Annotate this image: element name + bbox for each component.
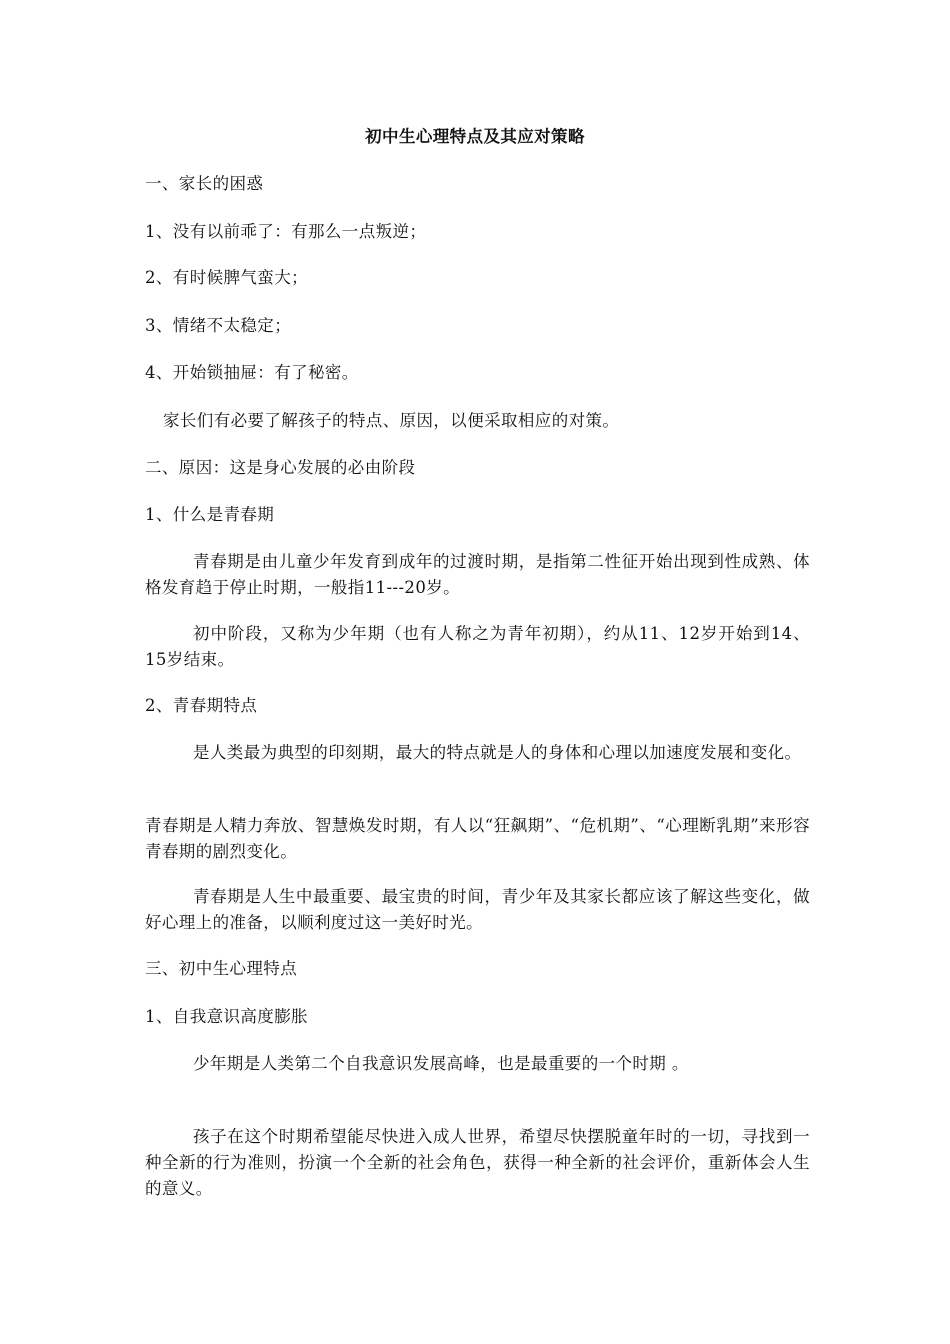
- section-heading-2: 二、原因：这是身心发展的必由阶段: [145, 458, 416, 477]
- subsection-heading-2-1: 1、什么是青春期: [145, 505, 275, 524]
- section-heading-1: 一、家长的困惑: [145, 174, 264, 193]
- list-item-3: 3、情绪不太稳定；: [145, 316, 292, 335]
- paragraph-self-awareness-peak: 少年期是人类第二个自我意识发展高峰，也是最重要的一个时期 。: [193, 1054, 689, 1073]
- subsection-heading-3-1: 1、自我意识高度膨胀: [145, 1007, 308, 1026]
- section-heading-3: 三、初中生心理特点: [145, 959, 298, 978]
- list-item-1: 1、没有以前乖了：有那么一点叛逆；: [145, 222, 427, 241]
- subsection-heading-2-2: 2、青春期特点: [145, 696, 258, 715]
- paragraph-imprinting-period: 是人类最为典型的印刻期，最大的特点就是人的身体和心理以加速度发展和变化。: [193, 743, 802, 762]
- paragraph-parents-note: 家长们有必要了解孩子的特点、原因，以便采取相应的对策。: [163, 411, 620, 430]
- paragraph-adult-world: 孩子在这个时期希望能尽快进入成人世界，希望尽快摆脱童年时的一切，寻找到一种全新的行为准则，扮演一个全新的社会角色，获得一种全新的社会评价，重新体会人生的意义。: [145, 1127, 810, 1198]
- paragraph-energetic-period: 青春期是人精力奔放、智慧焕发时期，有人以“狂飙期”、“危机期”、“心理断乳期”来形容青春期的剧烈变化。: [145, 816, 810, 861]
- document-title: 初中生心理特点及其应对策略: [365, 127, 585, 146]
- paragraph-precious-time: 青春期是人生中最重要、最宝贵的时间，青少年及其家长都应该了解这些变化，做好心理上的准备，以顺利度过这一美好时光。: [145, 887, 810, 932]
- list-item-4: 4、开始锁抽屉：有了秘密。: [145, 363, 359, 382]
- paragraph-junior-stage: 初中阶段，又称为少年期（也有人称之为青年初期），约从11、12岁开始到14、15岁结束。: [145, 624, 810, 669]
- paragraph-adolescence-definition: 青春期是由儿童少年发育到成年的过渡时期，是指第二性征开始出现到性成熟、体格发育趋于停止时期，一般指11---20岁。: [145, 552, 810, 597]
- list-item-2: 2、有时候脾气蛮大；: [145, 268, 308, 287]
